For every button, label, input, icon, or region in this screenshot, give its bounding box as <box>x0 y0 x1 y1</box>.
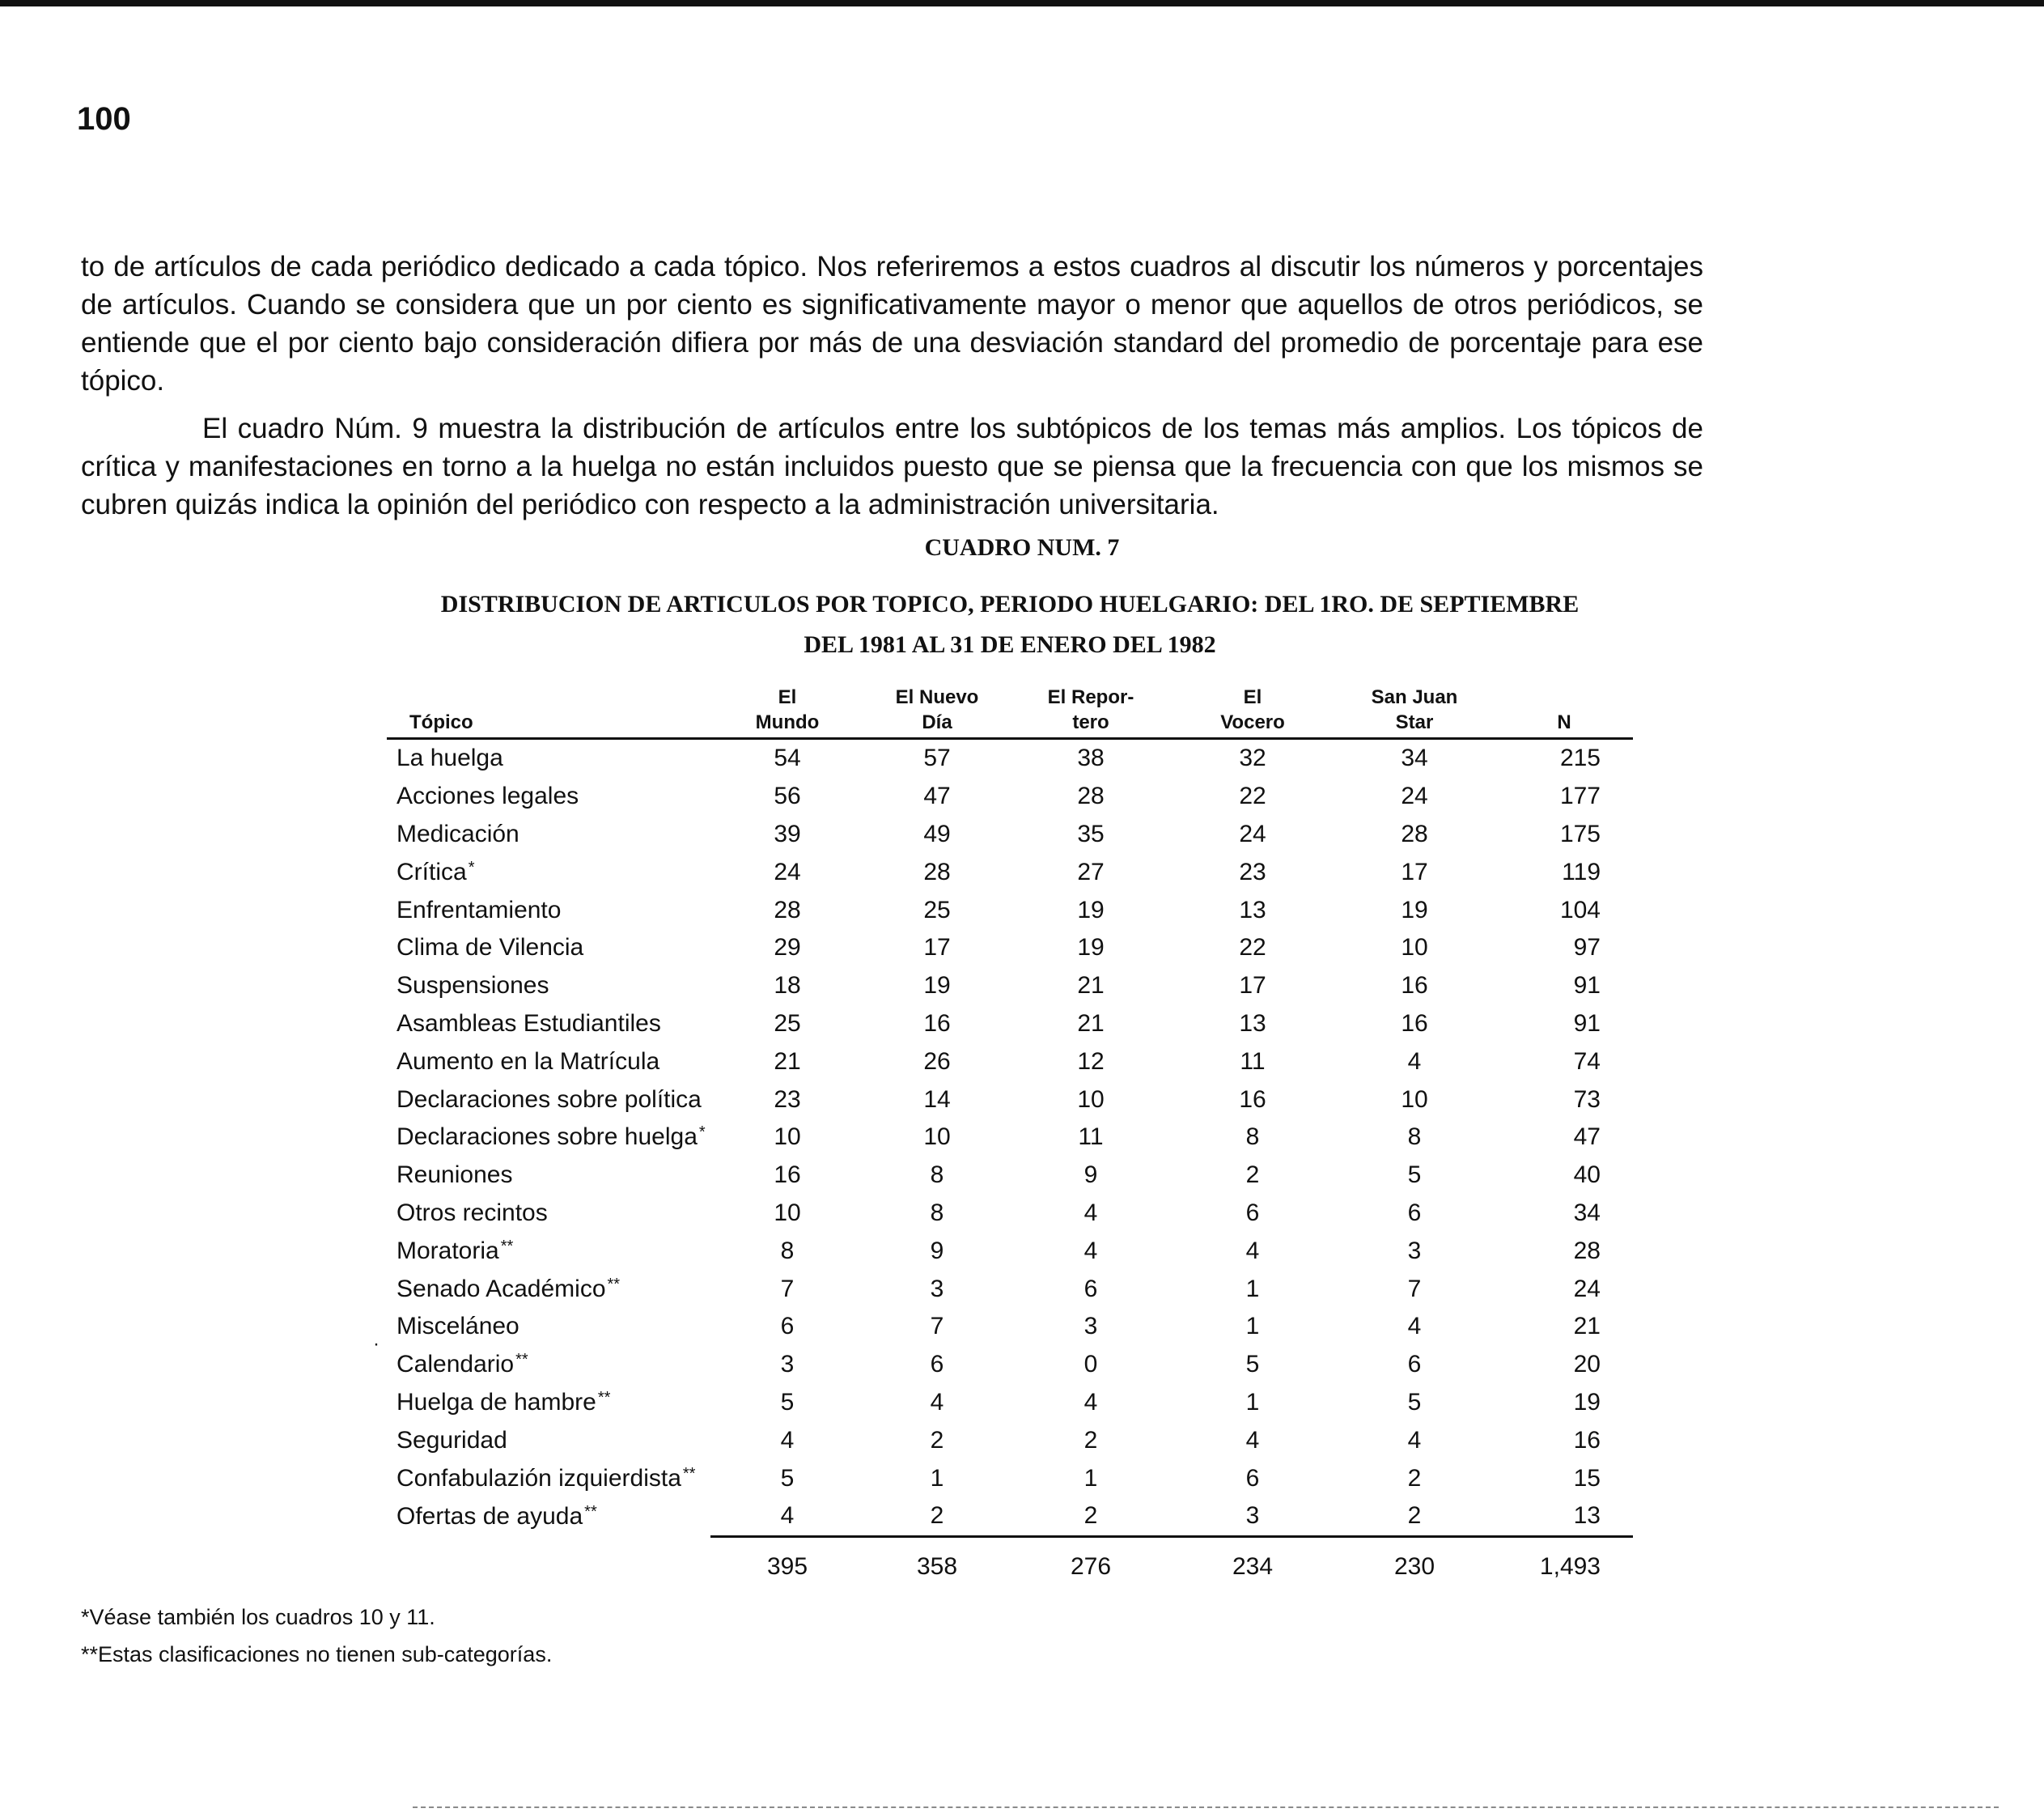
count-cell: 7 <box>780 1275 795 1302</box>
count-cell: 4 <box>1245 1237 1260 1264</box>
n-cell: 40 <box>1573 1161 1601 1189</box>
count-cell: 13 <box>1239 1009 1266 1037</box>
topic-cell <box>387 891 710 929</box>
header-el-reportero-line-1: El Repor- <box>1047 686 1134 708</box>
topic-label: Asambleas Estudiantiles <box>397 1009 661 1037</box>
header-san-juan-star-line-1: San Juan <box>1371 686 1458 708</box>
header-el-mundo-line-2: Mundo <box>755 711 820 733</box>
count-cell: 13 <box>1239 896 1266 923</box>
count-cell: 25 <box>774 1009 801 1037</box>
count-cell: 6 <box>780 1313 795 1340</box>
count-cell: 3 <box>780 1351 795 1378</box>
count-cell: 4 <box>780 1502 795 1530</box>
topic-label: Clima de Vilencia <box>397 934 584 962</box>
count-cell: 47 <box>923 783 951 810</box>
table-row <box>387 1384 1633 1422</box>
count-cell: 4 <box>1083 1388 1098 1416</box>
count-cell: 19 <box>1077 896 1105 923</box>
table-row <box>387 1346 1633 1384</box>
n-cell: 28 <box>1573 1237 1601 1264</box>
count-cell: 10 <box>1401 934 1428 962</box>
total-cell: 276 <box>1010 1536 1172 1591</box>
topic-label: La huelga <box>397 745 503 772</box>
footnote-2: **Estas clasificaciones no tienen sub-categorías. <box>81 1642 553 1666</box>
count-cell: 2 <box>1083 1502 1098 1530</box>
table-row <box>387 1080 1633 1119</box>
count-cell: 17 <box>1401 858 1428 885</box>
table-row <box>387 967 1633 1005</box>
count-cell: 21 <box>1077 1009 1105 1037</box>
table-row <box>387 891 1633 929</box>
count-cell: 24 <box>774 858 801 885</box>
n-cell: 73 <box>1573 1085 1601 1113</box>
count-cell: 5 <box>1407 1388 1422 1416</box>
header-el-nuevo-dia-line-1: El Nuevo <box>895 686 979 708</box>
totals-blank-cell <box>387 1536 710 1591</box>
count-cell: 7 <box>930 1313 944 1340</box>
count-cell: 5 <box>780 1388 795 1416</box>
table-row <box>387 1270 1633 1308</box>
count-cell: 9 <box>1083 1161 1098 1189</box>
topic-cell <box>387 1232 710 1270</box>
total-cell: 230 <box>1334 1536 1495 1591</box>
total-cell: 358 <box>864 1536 1010 1591</box>
topic-label: Misceláneo <box>397 1313 519 1340</box>
count-cell: 4 <box>1083 1237 1098 1264</box>
topic-cell <box>387 1042 710 1080</box>
table-row <box>387 853 1633 891</box>
header-el-mundo <box>710 680 864 739</box>
topic-cell <box>387 1119 710 1157</box>
top-rule <box>0 0 2044 6</box>
footnote-marker: ** <box>607 1275 621 1293</box>
count-cell: 29 <box>774 934 801 962</box>
topic-label: Declaraciones sobre huelga <box>397 1123 698 1151</box>
count-cell: 34 <box>1401 745 1428 772</box>
count-cell: 8 <box>930 1199 944 1226</box>
count-cell: 5 <box>1245 1351 1260 1378</box>
count-cell: 8 <box>1407 1123 1422 1151</box>
table-row <box>387 1421 1633 1459</box>
count-cell: 2 <box>1245 1161 1260 1189</box>
count-cell: 4 <box>1407 1047 1422 1075</box>
count-cell: 5 <box>1407 1161 1422 1189</box>
count-cell: 1 <box>1083 1464 1098 1492</box>
n-cell: 13 <box>1573 1502 1601 1530</box>
header-el-vocero-line-1: El <box>1243 686 1262 708</box>
count-cell: 4 <box>930 1388 944 1416</box>
table-row <box>387 1459 1633 1497</box>
topic-cell <box>387 929 710 967</box>
topic-label: Crítica <box>397 858 467 885</box>
count-cell: 16 <box>923 1009 951 1037</box>
topic-cell <box>387 1080 710 1119</box>
topic-cell <box>387 1346 710 1384</box>
count-cell: 1 <box>930 1464 944 1492</box>
footnote-marker: ** <box>584 1503 597 1522</box>
topic-cell <box>387 1459 710 1497</box>
header-el-vocero <box>1172 680 1334 739</box>
footnote-1: *Véase también los cuadros 10 y 11. <box>81 1605 435 1629</box>
count-cell: 16 <box>774 1161 801 1189</box>
count-cell: 0 <box>1083 1351 1098 1378</box>
count-cell: 11 <box>1240 1047 1266 1075</box>
count-cell: 54 <box>774 745 801 772</box>
table-row <box>387 1157 1633 1195</box>
n-cell: 97 <box>1573 934 1601 962</box>
topic-label: Reuniones <box>397 1161 513 1189</box>
count-cell: 24 <box>1401 783 1428 810</box>
table-body <box>387 739 1633 1537</box>
count-cell: 49 <box>923 820 951 847</box>
count-cell: 19 <box>1077 934 1105 962</box>
count-cell: 19 <box>923 972 951 1000</box>
count-cell: 2 <box>1407 1502 1422 1530</box>
count-cell: 10 <box>923 1123 951 1151</box>
n-cell: 16 <box>1573 1426 1601 1454</box>
header-topic: Tópico <box>387 680 710 739</box>
topic-label: Calendario <box>397 1351 515 1378</box>
topic-cell <box>387 1497 710 1536</box>
count-cell: 18 <box>774 972 801 1000</box>
count-cell: 1 <box>1245 1313 1260 1340</box>
header-el-reportero <box>1010 680 1172 739</box>
table-label: CUADRO NUM. 7 <box>924 534 1120 561</box>
topic-cell <box>387 1195 710 1233</box>
paragraph-1: to de artículos de cada periódico dedicado a cada tópico. Nos referiremos a estos cuadros al discutir los números y porcentajes de artículos. Cuando se considera que un por ciento es significativamente mayor o menor que aquellos de otros periódicos, se entiende que el por ciento bajo consideración difiera por más de una desviación standard del promedio de porcentaje para ese tópico. <box>81 251 1703 397</box>
count-cell: 28 <box>923 858 951 885</box>
count-cell: 21 <box>774 1047 801 1075</box>
count-cell: 2 <box>930 1502 944 1530</box>
count-cell: 14 <box>923 1085 951 1113</box>
count-cell: 23 <box>1239 858 1266 885</box>
bottom-dashed-rule <box>413 1806 1999 1808</box>
count-cell: 4 <box>1407 1313 1422 1340</box>
n-cell: 91 <box>1573 1009 1601 1037</box>
table-row <box>387 1195 1633 1233</box>
n-cell: 19 <box>1573 1388 1601 1416</box>
n-cell: 119 <box>1562 858 1601 885</box>
topic-label: Medicación <box>397 820 519 847</box>
totals-row <box>387 1536 1633 1591</box>
topic-label: Senado Académico <box>397 1275 606 1302</box>
topic-cell <box>387 1308 710 1346</box>
topic-label: Moratoria <box>397 1237 499 1264</box>
table-row <box>387 778 1633 816</box>
table-row <box>387 1042 1633 1080</box>
count-cell: 17 <box>1239 972 1266 1000</box>
count-cell: 6 <box>930 1351 944 1378</box>
count-cell: 10 <box>774 1199 801 1226</box>
footnote-marker: ** <box>682 1464 696 1483</box>
page-number: 100 <box>77 101 131 137</box>
n-cell: 215 <box>1559 745 1601 772</box>
count-cell: 4 <box>1083 1199 1098 1226</box>
count-cell: 17 <box>923 934 951 962</box>
topic-distribution-table <box>387 680 1633 1591</box>
count-cell: 57 <box>923 745 951 772</box>
topic-cell <box>387 1384 710 1422</box>
count-cell: 12 <box>1077 1047 1105 1075</box>
count-cell: 32 <box>1239 745 1266 772</box>
table-header-row <box>387 680 1633 739</box>
count-cell: 24 <box>1239 820 1266 847</box>
count-cell: 6 <box>1407 1351 1422 1378</box>
count-cell: 4 <box>780 1426 795 1454</box>
table-title-line-1: DISTRIBUCION DE ARTICULOS POR TOPICO, PERIODO HUELGARIO: DEL 1RO. DE SEPTIEMBRE <box>440 591 1580 618</box>
table-row <box>387 816 1633 854</box>
table-row <box>387 1232 1633 1270</box>
total-cell-n: 1,493 <box>1495 1536 1633 1591</box>
count-cell: 10 <box>1401 1085 1428 1113</box>
header-el-nuevo-dia <box>864 680 1010 739</box>
header-san-juan-star-line-2: Star <box>1395 711 1434 733</box>
header-san-juan-star <box>1334 680 1495 739</box>
n-cell: 91 <box>1573 972 1601 1000</box>
n-cell: 104 <box>1559 896 1601 923</box>
topic-cell <box>387 1270 710 1308</box>
count-cell: 6 <box>1407 1199 1422 1226</box>
total-cell: 234 <box>1172 1536 1334 1591</box>
count-cell: 38 <box>1077 745 1105 772</box>
n-cell: 175 <box>1559 820 1601 847</box>
topic-cell <box>387 1005 710 1043</box>
table-row <box>387 739 1633 778</box>
n-cell: 15 <box>1573 1464 1601 1492</box>
n-cell: 34 <box>1573 1199 1601 1226</box>
footnote-marker: ** <box>597 1388 611 1407</box>
count-cell: 8 <box>1245 1123 1260 1151</box>
count-cell: 28 <box>774 896 801 923</box>
count-cell: 19 <box>1401 896 1428 923</box>
topic-label: Otros recintos <box>397 1199 548 1226</box>
count-cell: 22 <box>1239 934 1266 962</box>
topic-label: Ofertas de ayuda <box>397 1503 583 1530</box>
topic-label: Suspensiones <box>397 972 549 1000</box>
count-cell: 8 <box>780 1237 795 1264</box>
header-el-vocero-line-2: Vocero <box>1220 711 1285 733</box>
topic-cell <box>387 1421 710 1459</box>
count-cell: 16 <box>1401 972 1428 1000</box>
count-cell: 2 <box>930 1426 944 1454</box>
stray-bullet-mark: · <box>373 1333 380 1355</box>
topic-cell <box>387 778 710 816</box>
count-cell: 10 <box>774 1123 801 1151</box>
table-title <box>375 584 1645 665</box>
topic-cell <box>387 816 710 854</box>
topic-label: Acciones legales <box>397 783 579 810</box>
count-cell: 39 <box>774 820 801 847</box>
count-cell: 6 <box>1083 1275 1098 1302</box>
topic-label: Enfrentamiento <box>397 896 562 923</box>
topic-cell <box>387 967 710 1005</box>
footnote-marker: * <box>468 858 475 877</box>
footnote-marker: ** <box>500 1237 514 1255</box>
count-cell: 3 <box>1245 1502 1260 1530</box>
count-cell: 1 <box>1245 1275 1260 1302</box>
table-row <box>387 1308 1633 1346</box>
n-cell: 47 <box>1573 1123 1601 1151</box>
footnote-marker: ** <box>515 1351 528 1369</box>
topic-cell <box>387 1157 710 1195</box>
total-cell: 395 <box>710 1536 864 1591</box>
n-cell: 20 <box>1573 1351 1601 1378</box>
count-cell: 23 <box>774 1085 801 1113</box>
table-row <box>387 1119 1633 1157</box>
count-cell: 3 <box>1083 1313 1098 1340</box>
count-cell: 16 <box>1239 1085 1266 1113</box>
count-cell: 26 <box>923 1047 951 1075</box>
topic-label: Declaraciones sobre política <box>397 1085 702 1113</box>
count-cell: 2 <box>1407 1464 1422 1492</box>
table-row <box>387 1497 1633 1536</box>
count-cell: 10 <box>1077 1085 1105 1113</box>
count-cell: 1 <box>1245 1388 1260 1416</box>
count-cell: 25 <box>923 896 951 923</box>
count-cell: 3 <box>1407 1237 1422 1264</box>
paragraph-2: El cuadro Núm. 9 muestra la distribución de artículos entre los subtópicos de los temas más amplios. Los tópicos de crítica y manifestaciones en torno a la huelga no están incluidos puesto que se piensa que la frecuencia con que los mismos se cubren quizás indica la opinión del periódico con respecto a la administración universitaria. <box>81 413 1703 520</box>
n-cell: 24 <box>1573 1275 1601 1302</box>
topic-label: Confabulazión izquierdista <box>397 1464 681 1492</box>
count-cell: 3 <box>930 1275 944 1302</box>
table-row <box>387 1005 1633 1043</box>
count-cell: 9 <box>930 1237 944 1264</box>
count-cell: 4 <box>1407 1426 1422 1454</box>
count-cell: 8 <box>930 1161 944 1189</box>
count-cell: 5 <box>780 1464 795 1492</box>
count-cell: 4 <box>1245 1426 1260 1454</box>
topic-label: Seguridad <box>397 1426 507 1454</box>
count-cell: 6 <box>1245 1199 1260 1226</box>
topic-cell <box>387 739 710 778</box>
table-row <box>387 929 1633 967</box>
count-cell: 6 <box>1245 1464 1260 1492</box>
count-cell: 22 <box>1239 783 1266 810</box>
n-cell: 177 <box>1559 783 1601 810</box>
header-n: N <box>1495 680 1633 739</box>
count-cell: 2 <box>1083 1426 1098 1454</box>
table-title-line-2: DEL 1981 AL 31 DE ENERO DEL 1982 <box>804 631 1216 658</box>
count-cell: 7 <box>1407 1275 1422 1302</box>
count-cell: 28 <box>1077 783 1105 810</box>
count-cell: 16 <box>1401 1009 1428 1037</box>
topic-label: Aumento en la Matrícula <box>397 1047 660 1075</box>
topic-cell <box>387 853 710 891</box>
header-el-mundo-line-1: El <box>778 686 797 708</box>
count-cell: 11 <box>1078 1123 1104 1151</box>
header-el-nuevo-dia-line-2: Día <box>922 711 952 733</box>
footnote-marker: * <box>698 1123 706 1142</box>
count-cell: 56 <box>774 783 801 810</box>
n-cell: 21 <box>1573 1313 1601 1340</box>
count-cell: 35 <box>1077 820 1105 847</box>
count-cell: 27 <box>1077 858 1105 885</box>
topic-label: Huelga de hambre <box>397 1388 596 1416</box>
n-cell: 74 <box>1573 1047 1601 1075</box>
count-cell: 21 <box>1077 972 1105 1000</box>
count-cell: 28 <box>1401 820 1428 847</box>
header-el-reportero-line-2: tero <box>1072 711 1109 733</box>
